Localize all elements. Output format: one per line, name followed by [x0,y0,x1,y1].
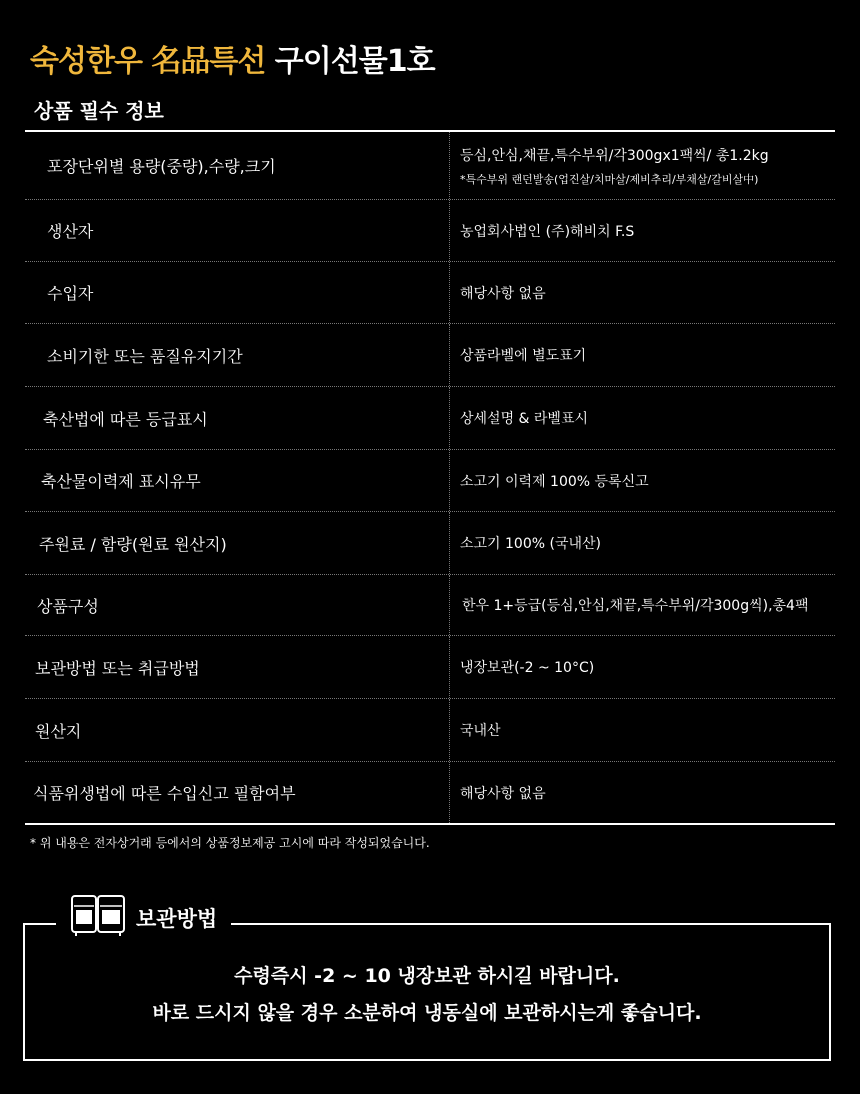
row-value-note: *특수부위 랜던발송(업진살/치마살/제비추리/부채살/갈비살中) [460,172,759,186]
storage-header [56,896,231,940]
table-row [25,387,835,450]
section-heading: 상품 필수 정보 [34,99,164,123]
table-row [25,200,835,262]
table-row [25,762,835,823]
storage-title: 보관방법 [136,907,218,931]
row-label: 보관방법 또는 취급방법 [25,636,450,698]
table-row [25,450,835,512]
table-row [25,699,835,762]
row-value: 해당사항 없음 [460,785,546,802]
row-label: 원산지 [25,699,450,761]
title-highlight: 숙성한우 名品특선 [30,44,266,79]
row-label: 소비기한 또는 품질유지기간 [25,324,450,386]
row-label: 생산자 [25,200,450,261]
title-rest: 구이선물1호 [274,44,435,79]
row-value: 한우 1+등급(등심,안심,채끝,특수부위/각300g씩),총4팩 [462,598,809,614]
storage-line-1: 수령즉시 -2 ~ 10 냉장보관 하시길 바랍니다. [234,965,620,987]
row-label: 상품구성 [25,575,450,635]
table-row [25,262,835,324]
row-value: 국내산 [460,723,501,739]
row-value: 농업회사법인 (주)해비치 F.S [460,223,635,240]
refrigerator-icon [70,894,126,942]
row-label: 식품위생법에 따른 수입신고 필함여부 [25,762,450,823]
row-value: 상품라벨에 별도표기 [460,348,587,364]
row-label: 축산법에 따른 등급표시 [25,387,450,449]
row-value-group [450,132,835,199]
row-value: 소고기 이력제 100% 등록신고 [460,473,649,490]
footnote: * 위 내용은 전자상거래 등에서의 상품정보제공 고시에 따라 작성되었습니다. [30,836,430,850]
table-row [25,636,835,699]
table-row [25,132,835,200]
row-value: 해당사항 없음 [460,285,546,302]
row-value: 상세설명 & 라벨표시 [460,411,589,427]
row-value: 소고기 100% (국내산) [460,536,601,552]
row-label: 주원료 / 함량(원료 원산지) [25,512,450,574]
table-row [25,512,835,575]
row-label: 포장단위별 용량(중량),수량,크기 [25,132,450,199]
page-title [30,36,435,80]
info-table [25,130,835,825]
table-row [25,575,835,636]
storage-line-2: 바로 드시지 않을 경우 소분하여 냉동실에 보관하시는게 좋습니다. [152,1002,702,1024]
row-value: 냉장보관(-2 ~ 10°C) [460,660,595,676]
storage-box [23,923,831,1061]
row-label: 축산물이력제 표시유무 [25,450,450,511]
row-value: 등심,안심,채끝,특수부위/각300gx1팩씩/ 총1.2kg [460,147,769,164]
table-row [25,324,835,387]
row-label: 수입자 [25,262,450,323]
